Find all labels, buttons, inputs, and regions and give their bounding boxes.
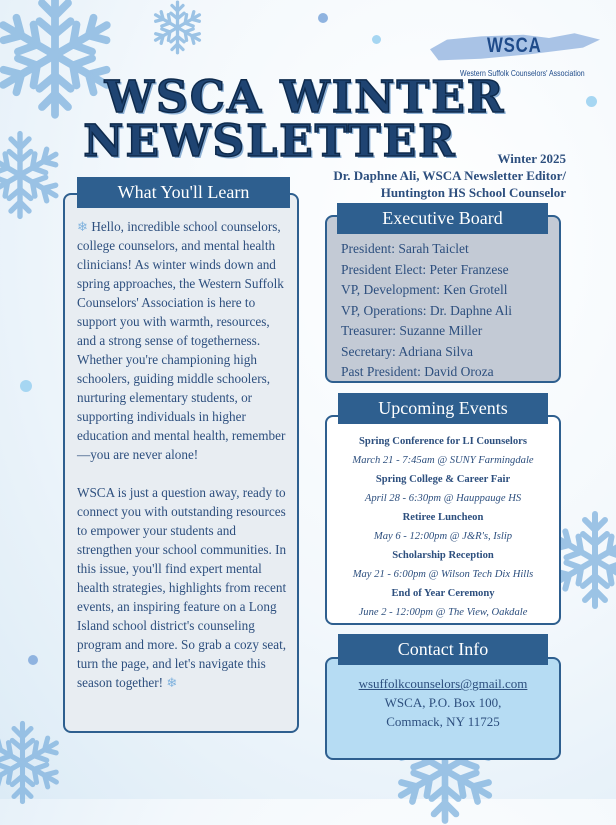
contact-section — [325, 657, 561, 760]
editor-role: Huntington HS School Counselor — [380, 185, 566, 200]
contact-heading: Contact Info — [338, 634, 548, 665]
newsletter-title-line2: NEWSLETTER — [83, 116, 457, 167]
event-name: Scholarship Reception — [392, 550, 494, 561]
event-name: Retiree Luncheon — [402, 512, 484, 523]
exec-board-section — [325, 215, 561, 383]
logo-abbr: WSCA — [487, 34, 542, 57]
event-detail: May 6 - 12:00pm @ J&R's, Islip — [373, 531, 513, 542]
contact-address-line2: Commack, NY 11725 — [386, 714, 500, 729]
board-member: President Elect: Peter Franzese — [341, 261, 509, 277]
snowflake-decoration-icon — [150, 0, 205, 55]
snowflake-decoration-icon — [0, 720, 65, 805]
learn-heading: What You'll Learn — [77, 177, 290, 208]
learn-paragraph-2: WSCA is just a question away, ready to connect you with outstanding resources to empower your students and strengthen your school communities. In this issue, you'll find expert mental health strategies, highlights from recent events, an inspiring feature on a Long Island school district's counseling program and more. So grab a cozy seat, turn the page, and let's navigate this season together! — [77, 485, 287, 690]
event-detail: May 21 - 6:00pm @ Wilson Tech Dix Hills — [352, 569, 534, 580]
season-label: Winter 2025 — [497, 151, 566, 166]
board-member: VP, Development: Ken Grotell — [341, 282, 508, 297]
events-section — [325, 415, 561, 625]
event-detail: March 21 - 7:45am @ SUNY Farmingdale — [352, 455, 534, 466]
board-member: VP, Operations: Dr. Daphne Ali — [341, 302, 512, 318]
snowflake-icon: ❄ — [166, 675, 178, 690]
events-heading: Upcoming Events — [338, 393, 548, 424]
snowflake-icon: ❄ — [77, 219, 89, 234]
board-member: Secretary: Adriana Silva — [341, 343, 473, 359]
event-name: Spring College & Career Fair — [375, 474, 511, 485]
logo-full-name: Western Suffolk Counselors' Association — [460, 68, 585, 78]
decor-dot — [28, 655, 38, 665]
newsletter-title-line1: WSCA WINTER — [104, 72, 506, 123]
board-member: Past President: David Oroza — [341, 364, 494, 379]
event-detail: June 2 - 12:00pm @ The View, Oakdale — [358, 607, 528, 618]
decor-dot — [20, 380, 32, 392]
contact-email-link[interactable]: wsuffolkcounselors@gmail.com — [358, 676, 528, 691]
exec-heading: Executive Board — [337, 203, 548, 234]
decor-dot — [318, 13, 328, 23]
learn-section — [63, 193, 299, 733]
learn-paragraph-1: Hello, incredible school counselors, college counselors, and mental health clinicians! As winter winds down and spring approaches, the Western Suffolk Counselors' Association is here to support you with warmth, resources, and a strong sense of togetherness. Whether you're championing high schoolers, guiding middle schoolers, nurturing elementary students, or supporting individuals in higher education and mental health, remember—you are never alone! — [77, 219, 286, 462]
event-detail: April 28 - 6:30pm @ Hauppauge HS — [364, 493, 522, 504]
event-name: End of Year Ceremony — [391, 588, 495, 599]
decor-dot — [372, 35, 381, 44]
board-member: Treasurer: Suzanne Miller — [341, 323, 483, 338]
board-member: President: Sarah Taiclet — [341, 241, 469, 256]
contact-address-line1: WSCA, P.O. Box 100, — [384, 695, 502, 710]
snowflake-decoration-icon — [0, 130, 65, 220]
decor-dot — [586, 96, 597, 107]
event-name: Spring Conference for LI Counselors — [359, 436, 527, 447]
editor-label: Dr. Daphne Ali, WSCA Newsletter Editor/ — [333, 168, 566, 183]
